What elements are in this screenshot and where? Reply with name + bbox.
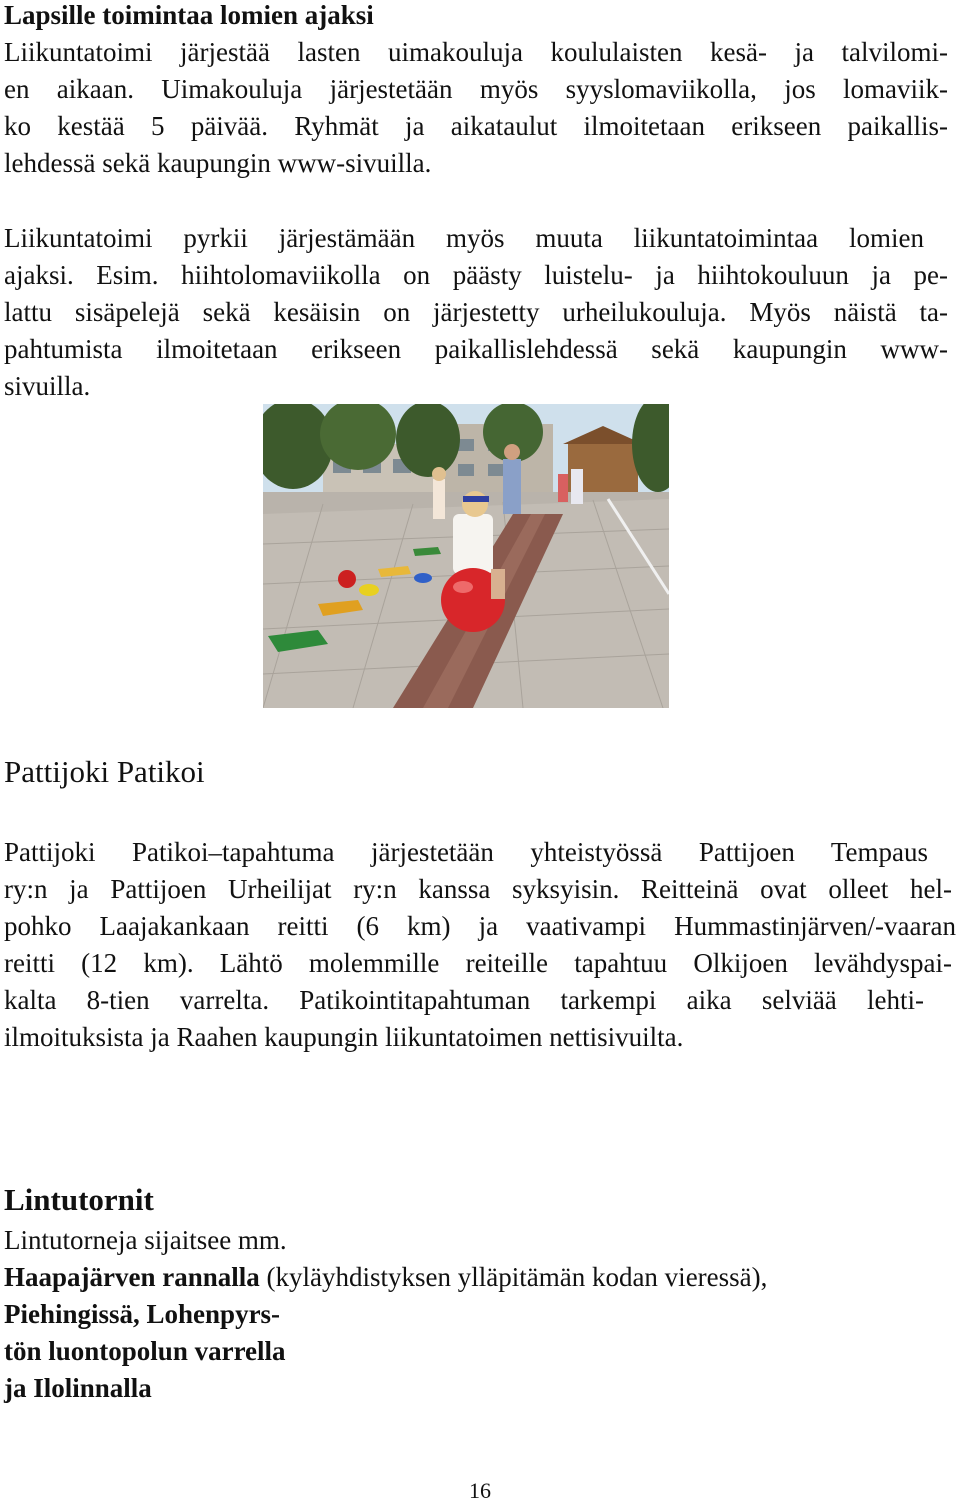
paragraph-line: ry:n ja Pattijoen Urheilijat ry:n kanssa syksyisin. Reitteinä ovat olleet hel- (4, 874, 952, 904)
place-name: Haapajärven rannalla (4, 1262, 260, 1292)
paragraph-line: sivuilla. (4, 371, 91, 401)
place-note: (kyläyhdistyksen ylläpitämän kodan vieressä), (259, 1262, 768, 1292)
paragraph-line: en aikaan. Uimakouluja järjestetään myös syyslomaviikolla, jos lomaviik- (4, 74, 948, 104)
paragraph-line: ajaksi. Esim. hiihtolomaviikolla on päästy luistelu- ja hiihtokouluun ja pe- (4, 260, 948, 290)
place-line: Piehingissä, Lohenpyrs- (4, 1299, 281, 1329)
paragraph-line: reitti (12 km). Lähtö molemmille reiteille tapahtuu Olkijoen levähdyspai- (4, 948, 952, 978)
paragraph-line: Liikuntatoimi järjestää lasten uimakouluja koululaisten kesä- ja talvilomi- (4, 37, 948, 67)
place-line: ja Ilolinnalla (4, 1373, 152, 1403)
paragraph-line: Pattijoki Patikoi–tapahtuma järjestetään yhteistyössä Pattijoen Tempaus (4, 837, 928, 867)
section-heading-lintutornit: Lintutornit (4, 1182, 154, 1217)
section-heading-lomat: Lapsille toimintaa lomien ajaksi (4, 0, 374, 30)
paragraph-line: kalta 8-tien varrelta. Patikointitapahtuman tarkempi aika selviää lehti- (4, 985, 924, 1015)
paragraph-line: pohko Laajakankaan reitti (6 km) ja vaativampi Hummastinjärven/-vaaran (4, 911, 956, 941)
photo-children-playing (263, 404, 669, 708)
paragraph-line: pahtumista ilmoitetaan erikseen paikallislehdessä sekä kaupungin www- (4, 334, 948, 364)
paragraph-line: lattu sisäpelejä sekä kesäisin on järjestetty urheilukouluja. Myös näistä ta- (4, 297, 948, 327)
place-line: tön luontopolun varrella (4, 1336, 286, 1366)
paragraph-line: Liikuntatoimi pyrkii järjestämään myös muuta liikuntatoimintaa lomien (4, 223, 924, 253)
paragraph-line (4, 1259, 767, 1296)
paragraph-line: ilmoituksista ja Raahen kaupungin liikuntatoimen nettisivuilta. (4, 1022, 684, 1052)
paragraph-line: lehdessä sekä kaupungin www-sivuilla. (4, 148, 432, 178)
page-number: 16 (469, 1478, 491, 1503)
paragraph-line: ko kestää 5 päivää. Ryhmät ja aikataulut ilmoitetaan erikseen paikallis- (4, 111, 948, 141)
section-heading-pattijoki: Pattijoki Patikoi (4, 754, 205, 789)
paragraph-line: Lintutorneja sijaitsee mm. (4, 1225, 287, 1255)
